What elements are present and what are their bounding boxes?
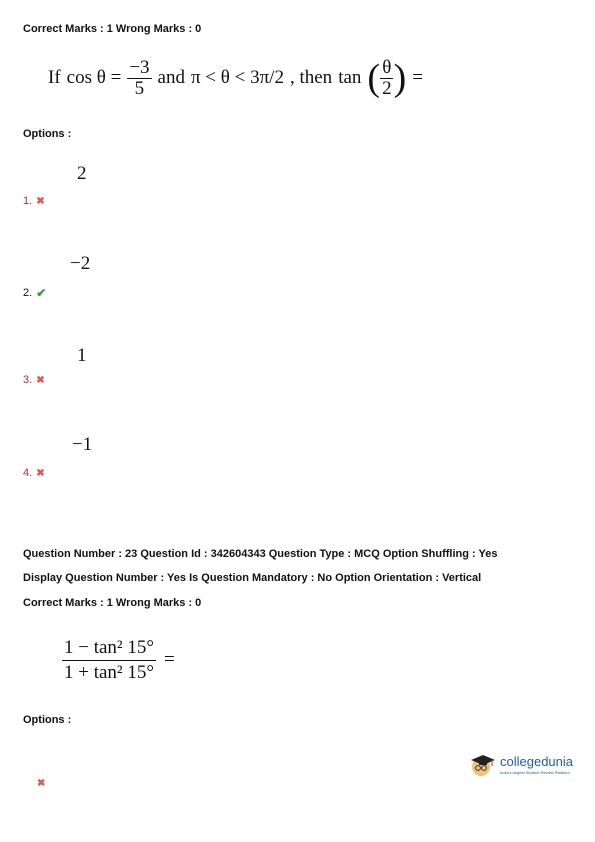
q22-half-den: 2 — [382, 77, 392, 99]
q23-option-1[interactable] — [37, 778, 45, 789]
q22-cos-num: −3 — [129, 57, 150, 78]
q22-equals: = — [412, 67, 423, 89]
q22-cos-theta: cos θ = — [66, 67, 122, 89]
q22-if: If — [48, 67, 61, 89]
wrong-icon: ✖ — [36, 467, 45, 479]
option-1-value[interactable]: 2 — [77, 163, 87, 184]
q22-options-label: Options : — [23, 128, 72, 140]
q23-denominator: 1 + tan² 15° — [64, 661, 154, 683]
q22-then: , then — [289, 67, 333, 89]
collegedunia-logo — [470, 748, 580, 782]
wrong-icon: ✖ — [37, 778, 46, 789]
option-4-number: 4. — [23, 467, 33, 479]
correct-check-icon: ✔ — [36, 286, 47, 300]
wrong-icon: ✖ — [36, 374, 45, 386]
option-1-number: 1. — [23, 195, 33, 207]
q22-marks: Correct Marks : 1 Wrong Marks : 0 — [23, 23, 202, 35]
option-1[interactable] — [23, 195, 45, 207]
option-4-value[interactable]: −1 — [72, 434, 93, 455]
q22-range: π < θ < 3π/2 — [190, 67, 284, 89]
option-2-number: 2. — [23, 287, 33, 299]
graduation-cap-icon — [470, 752, 496, 778]
option-4[interactable] — [23, 467, 45, 479]
q22-and: and — [157, 67, 185, 89]
q23-stem — [62, 638, 175, 683]
q23-info-line2: Display Question Number : Yes Is Question Mandatory : No Option Orientation : Vertical — [23, 572, 482, 584]
option-3-value[interactable]: 1 — [77, 345, 87, 366]
option-2-value[interactable]: −2 — [70, 253, 91, 274]
q22-half-angle: ( $\frac{\theta}{2}$ ) — [367, 57, 407, 100]
wrong-icon: ✖ — [36, 195, 45, 207]
q22-cos-den: 5 — [134, 77, 145, 99]
q23-options-label: Options : — [23, 714, 72, 726]
logo-tagline: India's largest Student Review Platform — [500, 770, 570, 775]
q23-numerator: 1 − tan² 15° — [62, 638, 156, 661]
q23-fraction — [62, 638, 156, 683]
q22-cos-fraction — [127, 58, 151, 99]
q22-half-num: θ — [382, 57, 392, 78]
option-3-number: 3. — [23, 374, 33, 386]
logo-name: collegedunia — [500, 754, 574, 769]
q23-equals: = — [163, 649, 175, 671]
q23-info-line1: Question Number : 23 Question Id : 342604343 Question Type : MCQ Option Shuffling : Yes — [23, 548, 498, 560]
option-3[interactable] — [23, 374, 45, 386]
q23-marks: Correct Marks : 1 Wrong Marks : 0 — [23, 597, 202, 609]
option-2[interactable] — [23, 286, 46, 300]
q22-stem — [48, 58, 423, 99]
q22-tan: tan — [338, 67, 362, 89]
